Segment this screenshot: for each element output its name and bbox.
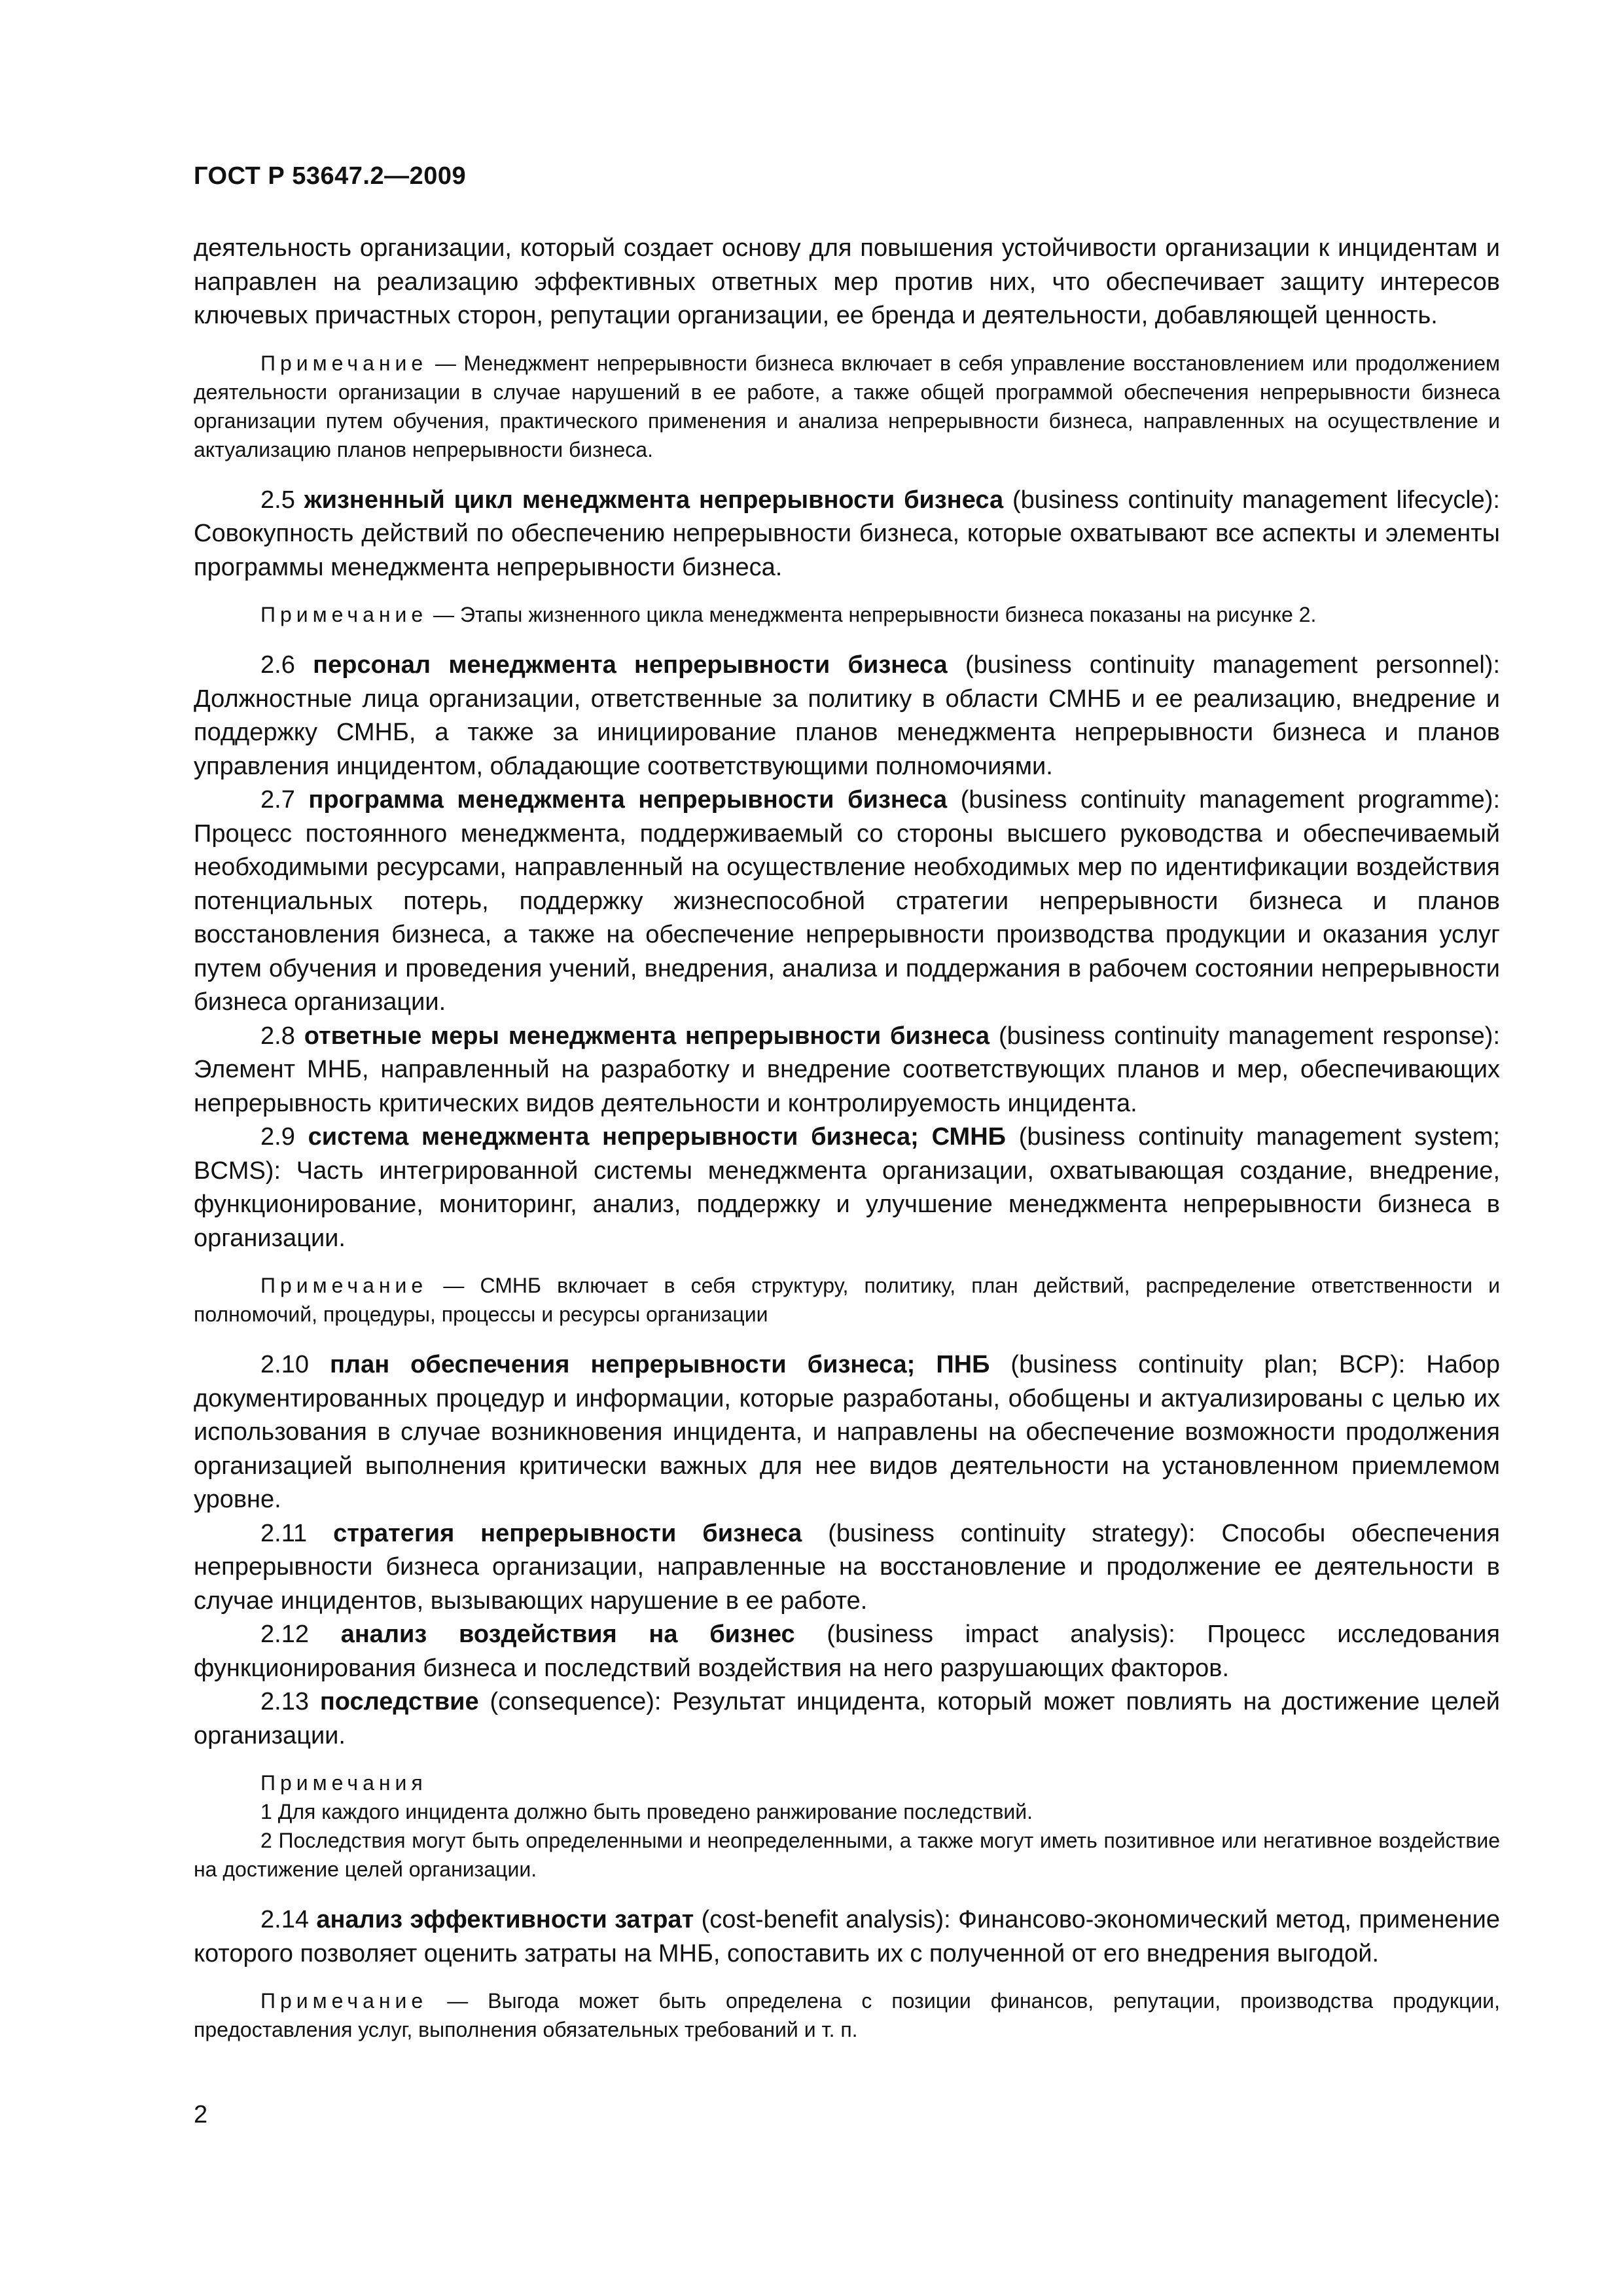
term-name: система менеджмента непрерывности бизнеса; СМНБ — [308, 1123, 1006, 1151]
term-name: стратегия непрерывности бизнеса — [333, 1519, 802, 1547]
note-label: Примечание — [260, 351, 428, 375]
note-text: — Выгода может быть определена с позиции финансов, репутации, производства продукции, предоставления услуг, выполнения обязательных требований и т. п. — [194, 1989, 1501, 2041]
notes-heading: Примечания — [260, 1771, 427, 1795]
definition-text: (business continuity management system; BCMS): Часть интегрированной системы менеджмента организации, охватывающая создание, внедрение, функционирование, мониторинг, анализ, поддержку и улучшение менеджмента непрерывности бизнеса в организации. — [194, 1123, 1500, 1252]
note-2-5 — [194, 600, 1500, 629]
definition-2-12 — [194, 1618, 1500, 1685]
term-name: анализ воздействия на бизнес — [340, 1621, 795, 1648]
note-label: Примечание — [260, 603, 428, 626]
note-text: — Этапы жизненного цикла менеджмента непрерывности бизнеса показаны на рисунке 2. — [433, 603, 1317, 626]
term-name: жизненный цикл менеджмента непрерывности бизнеса — [304, 486, 1004, 514]
clause-number: 2.13 — [260, 1688, 309, 1715]
definition-text: (cost-benefit analysis): Финансово-экономический метод, применение которого позволяет оценить затраты на МНБ, сопоставить их с полученной от его внедрения выгодой. — [194, 1906, 1501, 1967]
definition-2-13 — [194, 1685, 1500, 1753]
clause-number: 2.5 — [260, 486, 295, 514]
note-text: — СМНБ включает в себя структуру, политику, план действий, распределение ответственности и полномочий, процедуры, процессы и ресурсы организации — [194, 1274, 1501, 1326]
clause-number: 2.10 — [260, 1351, 309, 1378]
intro-note — [194, 349, 1500, 464]
term-name: последствие — [319, 1688, 479, 1715]
clause-number: 2.11 — [260, 1519, 308, 1547]
term-name: анализ эффективности затрат — [316, 1906, 694, 1933]
definition-text: (business continuity management lifecycle): Совокупность действий по обеспечению непрерывности бизнеса, которые охватывают все аспекты и элементы программы менеджмента непрерывности бизнеса. — [194, 486, 1500, 581]
definition-2-14 — [194, 1903, 1500, 1971]
clause-number: 2.6 — [260, 651, 295, 679]
term-name: план обеспечения непрерывности бизнеса; ПНБ — [329, 1351, 990, 1378]
note-item-1: 1 Для каждого инцидента должно быть проведено ранжирование последствий. — [260, 1800, 1033, 1823]
note-2-14 — [194, 1986, 1500, 2044]
note-2-9 — [194, 1271, 1500, 1329]
definition-2-8 — [194, 1020, 1500, 1121]
definition-text: (business continuity strategy): Способы обеспечения непрерывности бизнеса организации, направленные на восстановление и продолжение ее деятельности в случае инцидентов, вызывающих нарушение в ее работе. — [194, 1519, 1500, 1615]
definition-2-7 — [194, 783, 1500, 1020]
intro-paragraph: деятельность организации, который создает основу для повышения устойчивости организации к инцидентам и направлен на реализацию эффективных ответных мер против них, что обеспечивает защиту интересов ключевых причастных сторон, репутации организации, ее бренда и деятельности, добавляющей ценность. — [194, 234, 1500, 329]
definition-text: (consequence): Результат инцидента, который может повлиять на достижение целей организации. — [194, 1688, 1500, 1749]
definition-2-11 — [194, 1517, 1500, 1619]
term-name: персонал менеджмента непрерывности бизнеса — [313, 651, 948, 679]
note-item-2: 2 Последствия могут быть определенными и неопределенными, а также могут иметь позитивное или негативное воздействие на достижение целей организации. — [194, 1829, 1500, 1881]
note-label: Примечание — [260, 1274, 428, 1297]
definition-text: (business impact analysis): Процесс исследования функционирования бизнеса и последствий воздействия на него разрушающих факторов. — [194, 1621, 1500, 1682]
definition-2-6 — [194, 649, 1500, 783]
document-body — [194, 232, 1500, 2044]
document-header: ГОСТ Р 53647.2—2009 — [194, 162, 467, 190]
definition-2-5 — [194, 484, 1500, 585]
note-text: — Менеджмент непрерывности бизнеса включает в себя управление восстановлением или продолжением деятельности организации в случае нарушений в ее работе, а также общей программой обеспечения непрерывности бизнеса организации путем обучения, практического применения и анализа непрерывности бизнеса, направленных на осуществление и актуализацию планов непрерывности бизнеса. — [194, 351, 1501, 461]
term-name: программа менеджмента непрерывности бизнеса — [308, 786, 948, 814]
clause-number: 2.12 — [260, 1621, 309, 1648]
definition-2-10 — [194, 1348, 1500, 1517]
term-name: ответные меры менеджмента непрерывности бизнеса — [304, 1022, 990, 1050]
clause-number: 2.9 — [260, 1123, 295, 1151]
definition-text: (business continuity management response): Элемент МНБ, направленный на разработку и внедрение соответствующих планов и мер, обеспечивающих непрерывность критических видов деятельности и контролируемость инцидента. — [194, 1022, 1501, 1117]
definition-text: (business continuity management personnel): Должностные лица организации, ответственные за политику в области СМНБ и ее реализацию, внедрение и поддержку СМНБ, а также за инициирование планов менеджмента непрерывности бизнеса и планов управления инцидентом, обладающие соответствующими полномочиями. — [194, 651, 1501, 780]
note-label: Примечание — [260, 1989, 428, 2013]
definition-text: (business continuity management programme): Процесс постоянного менеджмента, поддерживаемый со стороны высшего руководства и обеспечиваемый необходимыми ресурсами, направленный на осуществление необходимых мер по идентификации воздействия потенциальных потерь, поддержку жизнеспособной стратегии непрерывности бизнеса и планов восстановления бизнеса, а также на обеспечение непрерывности производства продукции и оказания услуг путем обучения и проведения учений, внедрения, анализа и поддержания в рабочем состоянии непрерывности бизнеса организации. — [194, 786, 1500, 1016]
clause-number: 2.7 — [260, 786, 295, 814]
definition-text: (business continuity plan; BCP): Набор документированных процедур и информации, которые разработаны, обобщены и актуализированы с целью их использования в случае возникновения инцидента, и направлены на обеспечение возможности продолжения организацией выполнения критически важных для нее видов деятельности на установленном приемлемом уровне. — [194, 1351, 1500, 1513]
clause-number: 2.14 — [260, 1906, 309, 1933]
clause-number: 2.8 — [260, 1022, 295, 1050]
page-number: 2 — [194, 2101, 208, 2128]
definition-2-9 — [194, 1121, 1500, 1255]
